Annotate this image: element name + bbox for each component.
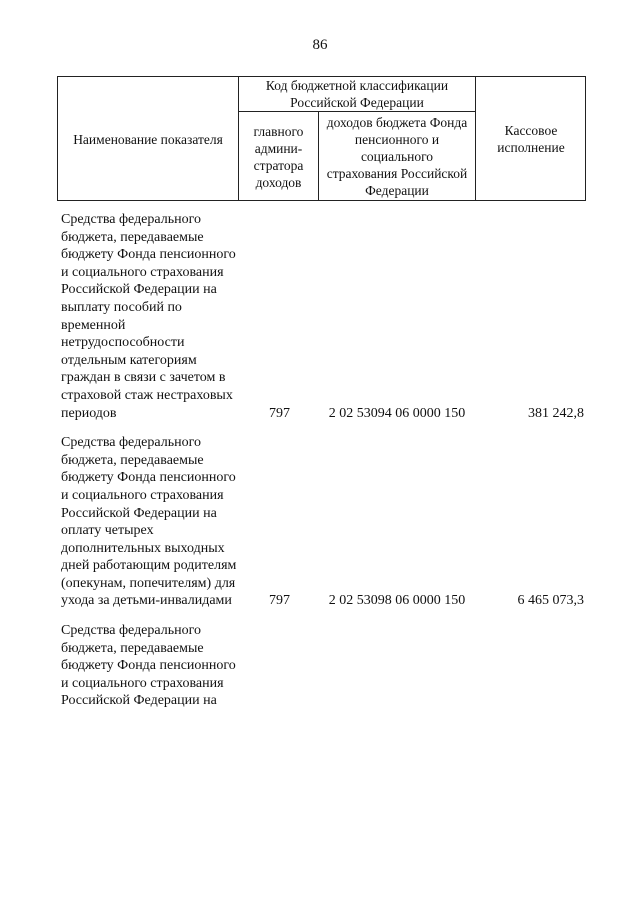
row-revenue-code: 2 02 53094 06 0000 150 <box>328 405 466 421</box>
header-admin-column: главного админи-стратора доходов <box>253 123 304 190</box>
row-execution-amount: 381 242,8 <box>528 405 584 421</box>
header-execution-column: Кассовое исполнение <box>497 123 565 155</box>
row-admin-code: 797 <box>269 405 290 421</box>
row-indicator-name: Средства федерального бюджета, передаваемые бюджету Фонда пенсионного и социального страхования Российской Федерации на оплату четырех дополнительных выходных дней работающим родителям (опекунам, попечителям) для ухода за детьми-инвалидами <box>61 435 237 609</box>
row-indicator-name: Средства федерального бюджета, передаваемые бюджету Фонда пенсионного и социального страхования Российской Федерации на <box>61 623 236 709</box>
table-body <box>57 211 586 722</box>
header-name-column: Наименование показателя <box>73 131 223 147</box>
table-row <box>57 211 586 422</box>
table-row <box>57 434 586 610</box>
header-code-group: Код бюджетной классификации Российской Федерации <box>265 78 449 110</box>
table-header <box>57 76 586 201</box>
row-execution-amount: 6 465 073,3 <box>517 593 584 609</box>
header-revenue-column: доходов бюджета Фонда пенсионного и социального страхования Российской Федерации <box>326 115 468 198</box>
row-indicator-name: Средства федерального бюджета, передаваемые бюджету Фонда пенсионного и социального страхования Российской Федерации на выплату пособий по временной нетрудоспособности отдельным категориям граждан в связи с зачетом в страховой стаж нестраховых периодов <box>61 212 236 421</box>
row-admin-code: 797 <box>269 593 290 609</box>
table-row <box>57 622 586 710</box>
page-number: 86 <box>312 37 328 53</box>
row-revenue-code: 2 02 53098 06 0000 150 <box>328 593 466 609</box>
